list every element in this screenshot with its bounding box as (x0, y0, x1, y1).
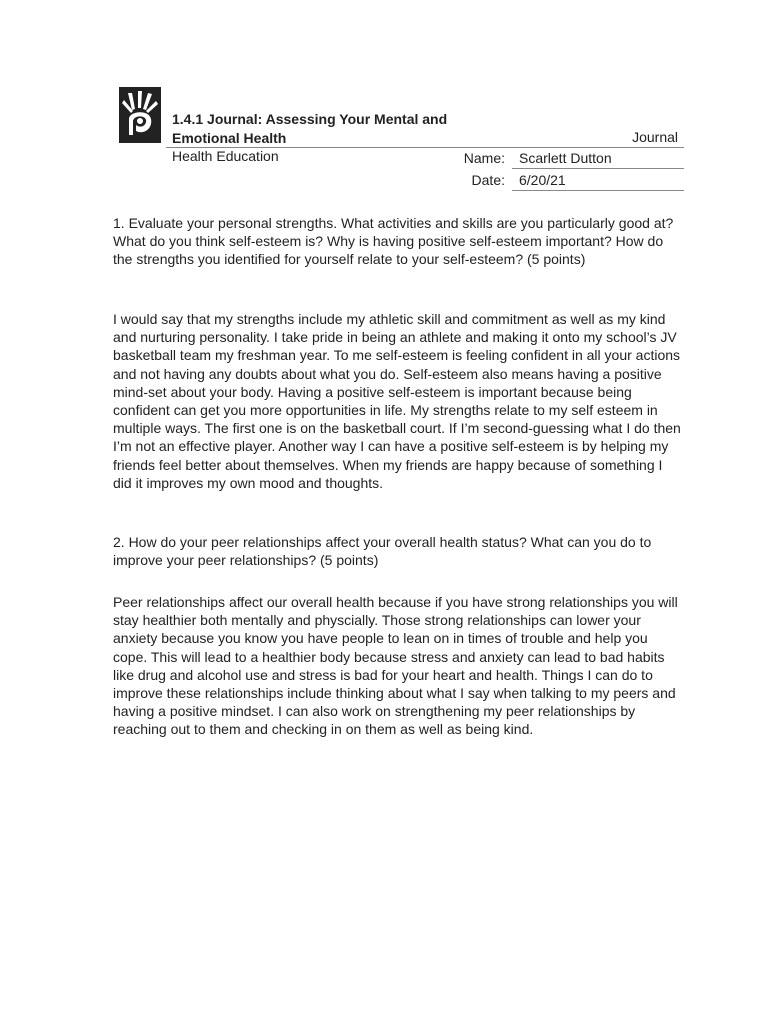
date-underline (512, 190, 684, 191)
question-1-text: 1. Evaluate your personal strengths. What activities and skills are you particularly good at? What do you think self-esteem is? Why is having positive self-esteem important? How do the strengths you identified for yourself relate to your self-esteem? (5 points) (113, 215, 674, 268)
answer-1-text: I would say that my strengths include my athletic skill and commitment as well as my kind and nurturing personality. I take pride in being an athlete and making it onto my school’s JV basketball team my freshman year. To me self-esteem is feeling confident in all your actions and not having any doubts about what you do. Self-esteem also means having a positive mind-set about your body. Having a positive self-esteem is important because being confident can get you more opportunities in life. My strengths relate to my self esteem in multiple ways. The first one is on the basketball court. If I’m second-guessing what I do then I’m not an effective player. Another way I can have a positive self-esteem is by helping my friends feel better about themselves. When my friends are happy because of something I did it improves my own mood and thoughts. (113, 311, 681, 491)
date-label: Date: (471, 172, 505, 188)
question-2-answer (113, 593, 681, 739)
sun-figure-logo-icon (119, 87, 161, 143)
name-label: Name: (463, 150, 505, 166)
question-1-answer (113, 310, 681, 492)
answer-2-text: Peer relationships affect our overall health because if you have strong relationships you will stay healthier both mentally and physcially. Those strong relationships can lower your anxiety because you know you have people to lean on in times of trouble and help you cope. This will lead to a healthier body because stress and anxiety can lead to bad habits like drug and alcohol use and stress is bad for your heart and health. Things I can do to improve these relationships include thinking about what I say when talking to my peers and having a positive mindset. I can also work on strengthening my peer relationships by reaching out to them and checking in on them as well as being kind. (113, 594, 678, 738)
name-underline (512, 168, 684, 169)
subject-label: Health Education (172, 148, 279, 164)
question-1-prompt (113, 214, 681, 269)
document-type-label: Journal (632, 129, 678, 145)
date-value: 6/20/21 (519, 172, 566, 188)
question-2-prompt (113, 533, 681, 569)
name-value: Scarlett Dutton (519, 150, 612, 166)
question-2-text: 2. How do your peer relationships affect your overall health status? What can you do to improve your peer relationships? (5 points) (113, 534, 652, 569)
page-title: 1.4.1 Journal: Assessing Your Mental and Emotional Health (172, 111, 448, 146)
